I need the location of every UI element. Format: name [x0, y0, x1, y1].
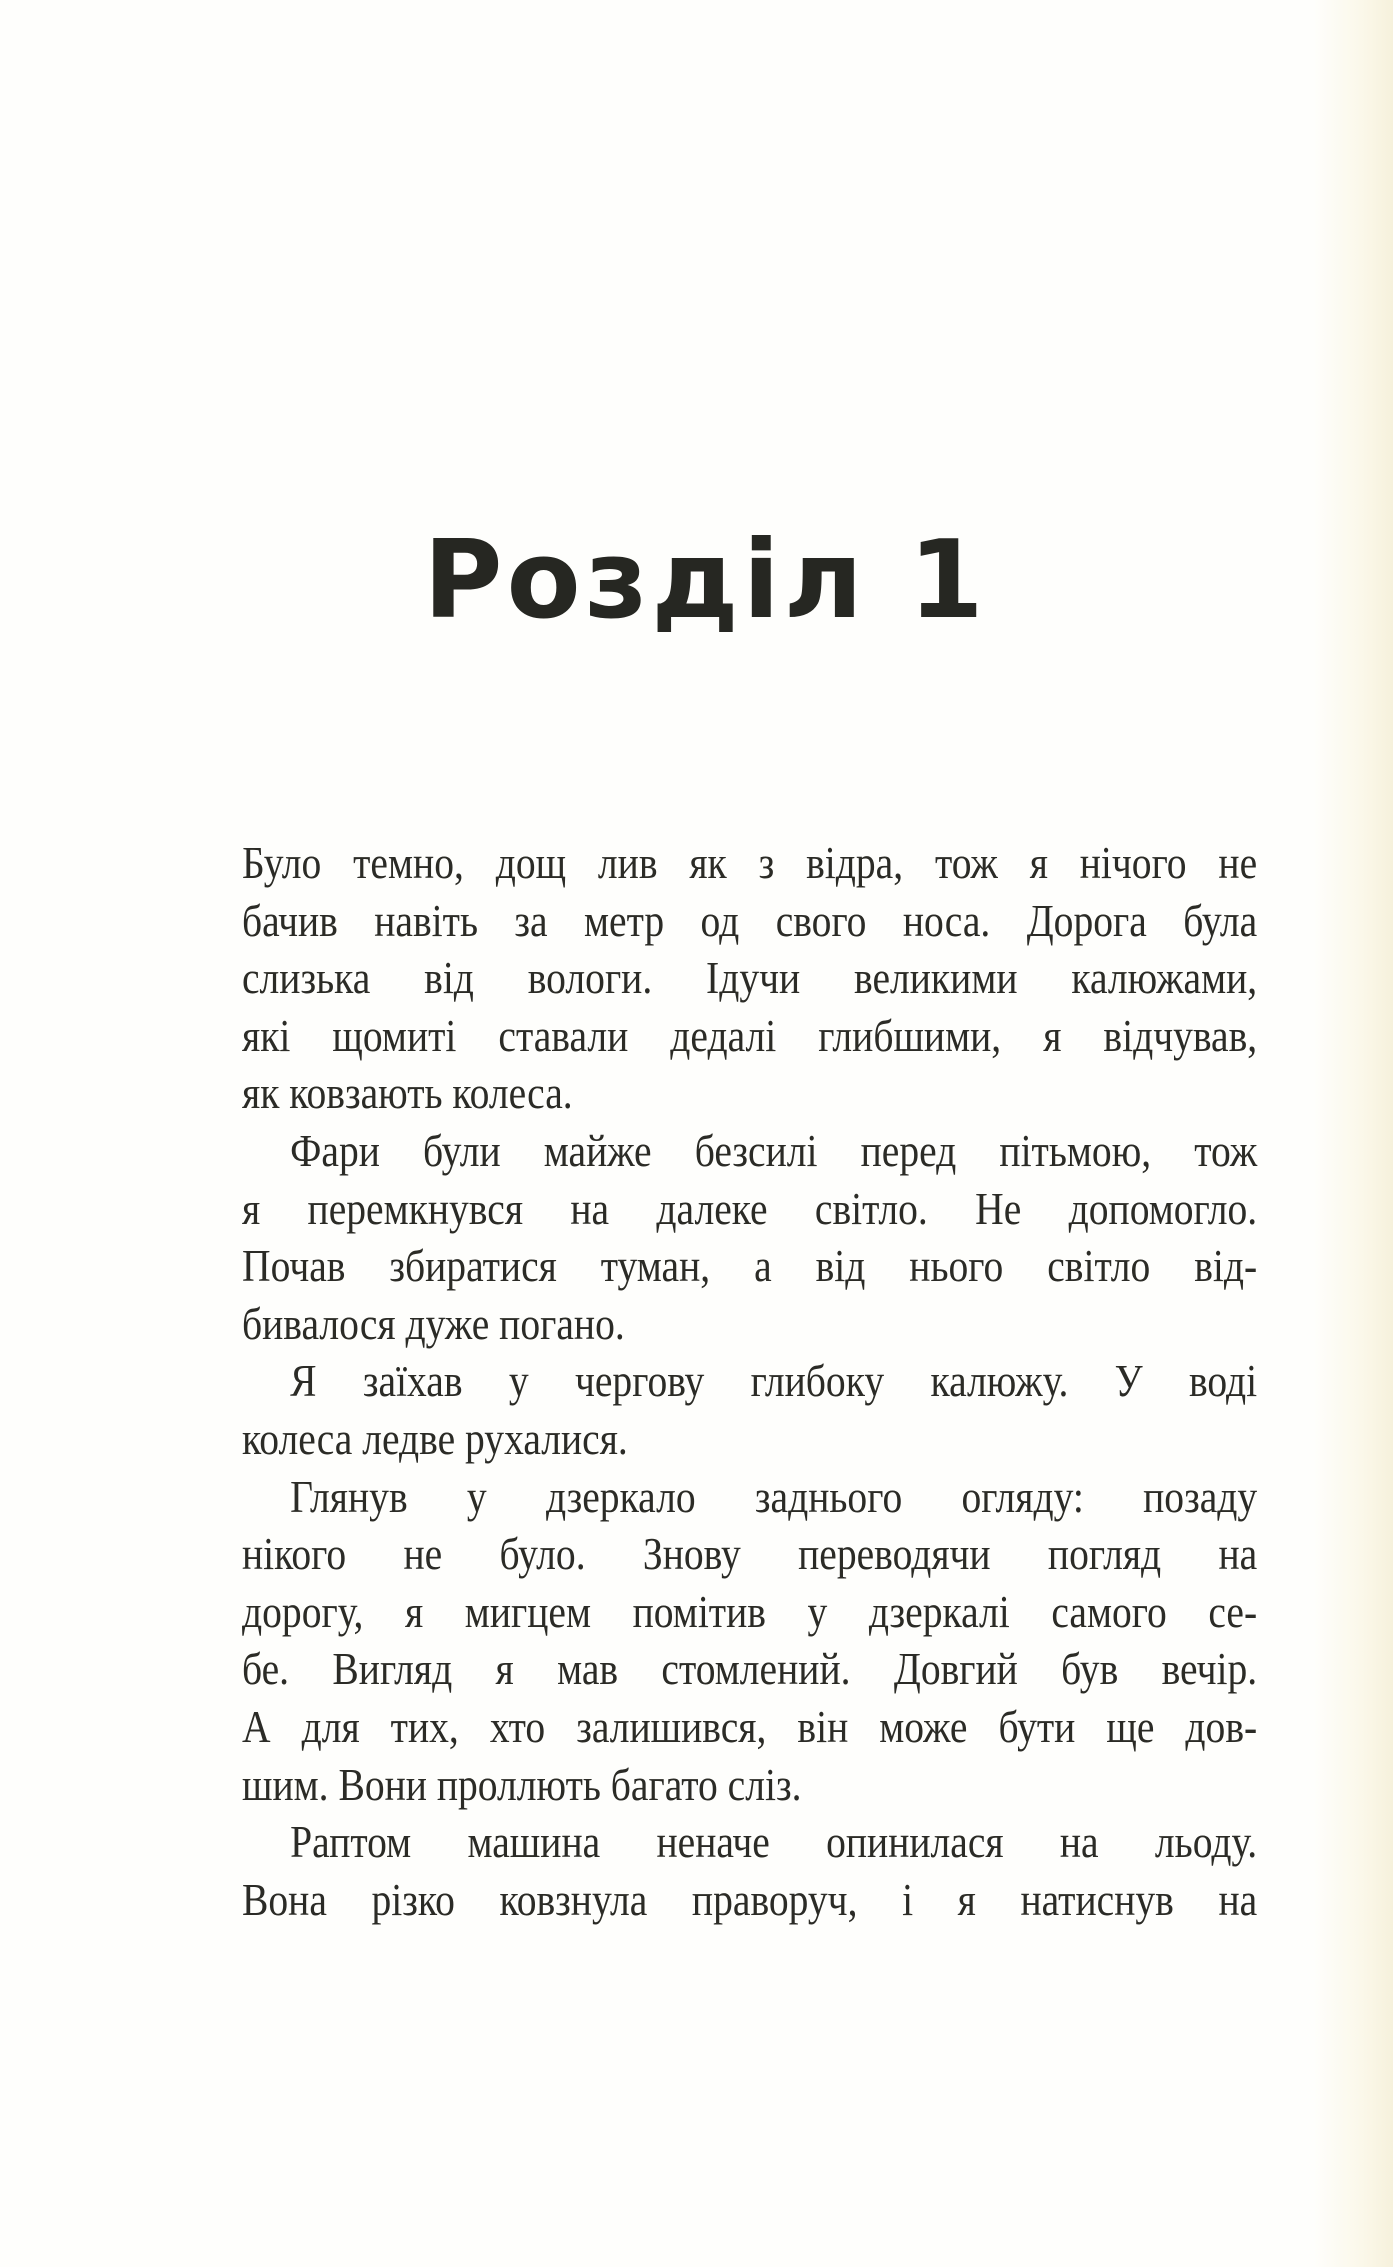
text-line: Раптом машина неначе опинилася на льоду.	[290, 1816, 1258, 1868]
text-line: Вона різко ковзнула праворуч, і я натиснув на	[242, 1873, 1258, 1925]
text-line: бачив навіть за метр од свого носа. Дорога була	[242, 894, 1258, 946]
text-line: бе. Вигляд я мав стомлений. Довгий був вечір.	[242, 1643, 1258, 1695]
text-line: бивалося дуже погано.	[242, 1297, 625, 1349]
text-line: шим. Вони проллють багато сліз.	[242, 1758, 802, 1810]
text-line: Було темно, дощ лив як з відра, тож я нічого не	[242, 837, 1258, 888]
paragraph	[242, 1468, 1257, 1814]
paragraph	[242, 1352, 1257, 1467]
text-line: які щомиті ставали дедалі глибшими, я відчував,	[242, 1009, 1258, 1061]
text-line: нікого не було. Знову переводячи погляд на	[242, 1528, 1258, 1580]
text-line: А для тих, хто залишився, він може бути ще дов-	[242, 1700, 1258, 1752]
body-text	[242, 834, 1257, 1928]
paragraph	[242, 1813, 1257, 1928]
paragraph	[242, 1122, 1257, 1352]
text-line: Глянув у дзеркало заднього огляду: позаду	[290, 1470, 1258, 1522]
text-line: колеса ледве рухалися.	[242, 1412, 628, 1464]
text-line: Почав збиратися туман, а від нього світло від-	[242, 1240, 1258, 1292]
text-line: дорогу, я мигцем помітив у дзеркалі самого се-	[242, 1585, 1258, 1637]
chapter-title: Розділ 1	[423, 518, 988, 644]
text-line: я перемкнувся на далеке світло. Не допомогло.	[242, 1182, 1258, 1234]
text-line: Фари були майже безсилі перед пітьмою, тож	[290, 1124, 1258, 1176]
text-line: слизька від вологи. Ідучи великими калюжами,	[242, 952, 1258, 1004]
paragraph	[242, 834, 1257, 1122]
text-line: як ковзають колеса.	[242, 1067, 573, 1119]
page-edge-shadow	[1313, 0, 1393, 2267]
text-line: Я заїхав у чергову глибоку калюжу. У воді	[290, 1355, 1258, 1407]
